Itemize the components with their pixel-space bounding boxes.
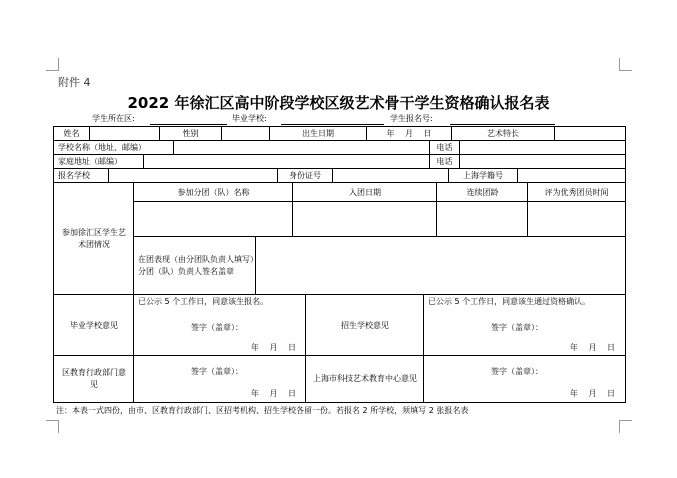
date-label: 年 月 日 (569, 389, 615, 398)
name-label-text: 姓名 (63, 129, 80, 138)
performance-label (133, 236, 257, 296)
gender-label-text: 性别 (182, 129, 199, 138)
join-date-field[interactable] (292, 201, 438, 238)
art-talent-label-text: 艺术特长 (487, 129, 519, 138)
home-phone-label-text: 电话 (436, 157, 453, 166)
margin-corner-mark (46, 420, 59, 433)
margin-corner-mark (619, 420, 632, 433)
performance-field[interactable] (255, 236, 626, 296)
signature-label: 签字（盖章）： (491, 323, 543, 332)
excellent-member-header (527, 182, 626, 203)
page-title: 2022 年徐汇区高中阶段学校区级艺术骨干学生资格确认报名表 (127, 94, 550, 112)
footnote: 注：本表一式四份，由市、区教育行政部门、区招考机构、招生学校各留一份。若报名 2 所学校，须填写 2 张报名表 (56, 406, 469, 415)
edu-dept-opinion-label (53, 355, 135, 403)
margin-corner-mark (46, 58, 59, 71)
margin-corner-mark (619, 58, 632, 71)
home-address-label-text: 家庭地址（邮编） (58, 157, 122, 166)
enroll-school-opinion-label-text: 招生学校意见 (341, 320, 389, 330)
enroll-school-opinion-field[interactable] (423, 294, 626, 357)
troupe-years-header (436, 182, 529, 203)
troupe-name-header-text: 参加分团（队）名称 (177, 187, 250, 197)
signature-label: 签字（盖章）： (191, 367, 243, 376)
arts-center-opinion-field[interactable] (423, 355, 626, 403)
school-name-label-text: 学校名称（地址、邮编） (58, 143, 146, 152)
opinion-notice: 已公示 5 个工作日，同意该生通过资格确认。 (428, 297, 591, 306)
apply-school-label-text: 报名学校 (58, 171, 90, 180)
art-troupe-label (53, 182, 135, 296)
district-label: 学生所在区: (92, 114, 135, 123)
reg-no-field[interactable] (450, 124, 555, 125)
edu-dept-opinion-field[interactable] (133, 355, 307, 403)
opinion-notice: 已公示 5 个工作日，同意该生报名。 (138, 297, 269, 306)
grad-school-opinion-field[interactable] (133, 294, 307, 357)
art-troupe-label-text: 参加徐汇区学生艺术团情况 (62, 228, 126, 249)
join-date-header (292, 182, 438, 203)
date-label: 年 月 日 (250, 389, 296, 398)
enroll-school-opinion-label (305, 294, 425, 357)
troupe-name-field[interactable] (133, 201, 294, 238)
excellent-member-field[interactable] (527, 201, 626, 238)
edu-dept-opinion-label-text: 区教育行政部门意见 (62, 368, 126, 389)
grad-school-label: 毕业学校: (232, 114, 267, 123)
reg-no-label: 学生报名号: (390, 114, 433, 123)
excellent-member-header-text: 评为优秀团员时间 (544, 187, 609, 197)
school-phone-label-text: 电话 (436, 143, 453, 152)
grad-school-opinion-label-text: 毕业学校意见 (70, 320, 118, 330)
date-label: 年 月 日 (569, 343, 615, 352)
signature-label: 签字（盖章）： (491, 367, 543, 376)
district-field[interactable] (150, 124, 227, 125)
grad-school-field[interactable] (281, 124, 384, 125)
arts-center-opinion-label-text: 上海市科技艺术教育中心意见 (313, 374, 417, 383)
troupe-years-header-text: 连续团龄 (466, 187, 499, 197)
performance-label-text: 在团表现（由分团队负责人填写）分团（队）负责人签名盖章 (138, 255, 254, 276)
date-label: 年 月 日 (250, 343, 296, 352)
birth-date-label-text: 出生日期 (302, 129, 334, 138)
signature-label: 签字（盖章）： (191, 323, 243, 332)
troupe-name-header (133, 182, 294, 203)
grad-school-opinion-label (53, 294, 135, 357)
shanghai-student-id-label-text: 上海学籍号 (463, 171, 503, 180)
troupe-years-field[interactable] (436, 201, 529, 238)
id-number-label-text: 身份证号 (289, 171, 321, 180)
attachment-label: 附件 4 (58, 76, 91, 89)
join-date-header-text: 入团日期 (349, 187, 381, 197)
birth-date-field-text: 年 月 日 (386, 129, 432, 138)
arts-center-opinion-label (305, 355, 425, 403)
